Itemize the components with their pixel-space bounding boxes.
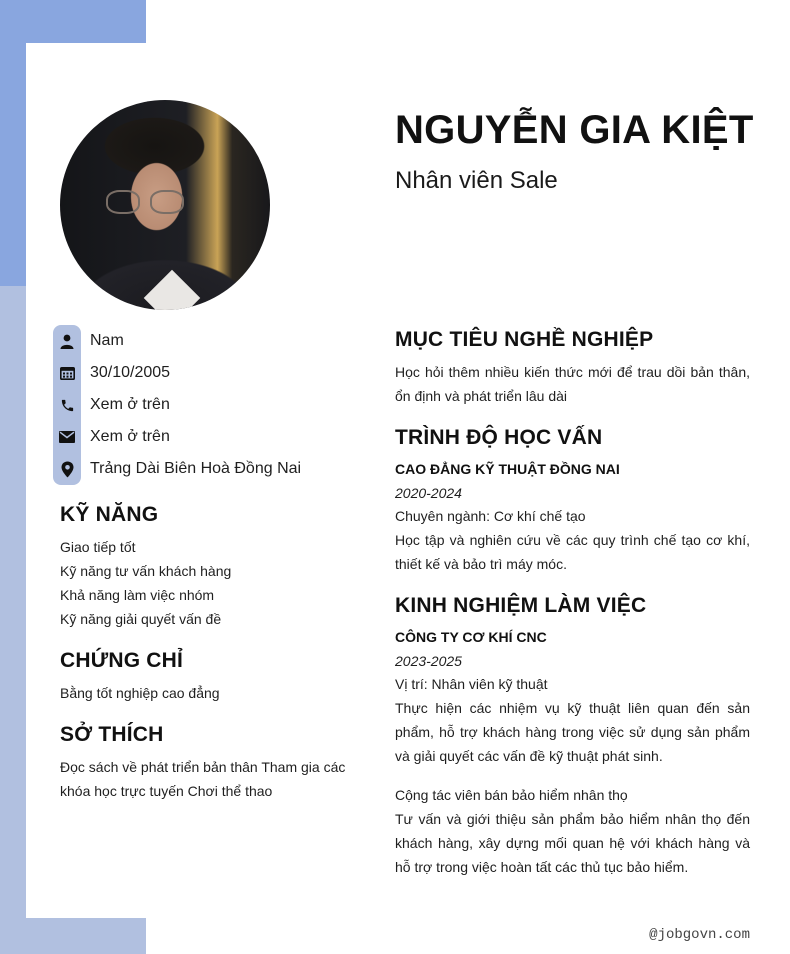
- experience-position: Vị trí: Nhân viên kỹ thuật: [395, 676, 548, 692]
- contact-gender: [53, 325, 353, 357]
- skills-title: KỸ NĂNG: [60, 503, 159, 526]
- birthday-value: 30/10/2005: [90, 364, 171, 381]
- decorative-bar-bottom: [0, 918, 146, 954]
- skill-item: Khả năng làm việc nhóm: [60, 587, 215, 603]
- avatar: [60, 100, 270, 310]
- address-value: Trảng Dài Biên Hoà Đồng Nai: [90, 460, 302, 477]
- location-pin-icon: [53, 458, 81, 480]
- experience-second-description: Tư vấn và giới thiệu sản phẩm bảo hiểm nhân thọ đến khách hàng, xây dựng mối quan hệ với khách hàng và hỗ trợ trong việc hoàn tất các thủ tục bảo hiểm.: [395, 811, 750, 875]
- watermark: @jobgovn.com: [649, 927, 750, 943]
- avatar-glasses: [106, 190, 186, 216]
- decorative-bar-side: [0, 286, 26, 954]
- hobbies-line: Đọc sách về phát triển bản thân Tham gia các: [60, 759, 346, 775]
- contact-address: [53, 453, 353, 485]
- candidate-name: NGUYỄN GIA KIỆT: [395, 108, 754, 152]
- certificate-item: Bằng tốt nghiệp cao đẳng: [60, 685, 220, 701]
- contact-email: [53, 421, 353, 453]
- education-major: Chuyên ngành: Cơ khí chế tạo: [395, 508, 586, 524]
- experience-title: KINH NGHIỆM LÀM VIỆC: [395, 594, 647, 617]
- education-title: TRÌNH ĐỘ HỌC VẤN: [395, 426, 603, 449]
- calendar-icon: [53, 362, 81, 384]
- objective-title: MỤC TIÊU NGHỀ NGHIỆP: [395, 328, 654, 351]
- avatar-shirt: [144, 270, 201, 310]
- certificates-title: CHỨNG CHỈ: [60, 649, 184, 672]
- person-icon: [53, 330, 81, 352]
- phone-value: Xem ở trên: [90, 396, 170, 413]
- skill-item: Giao tiếp tốt: [60, 539, 136, 555]
- experience-second-role: Cộng tác viên bán bảo hiểm nhân thọ: [395, 787, 628, 803]
- phone-icon: [53, 394, 81, 416]
- hobbies-title: SỞ THÍCH: [60, 723, 164, 746]
- experience-period: 2023-2025: [395, 653, 462, 669]
- contact-list: [53, 325, 353, 485]
- experience-company: CÔNG TY CƠ KHÍ CNC: [395, 629, 547, 645]
- objective-text: Học hỏi thêm nhiều kiến thức mới để trau dồi bản thân, ổn định và phát triển lâu dài: [395, 364, 750, 404]
- education-period: 2020-2024: [395, 485, 462, 501]
- hobbies-line: khóa học trực tuyến Chơi thể thao: [60, 783, 273, 799]
- candidate-role: Nhân viên Sale: [395, 167, 558, 194]
- contact-phone: [53, 389, 353, 421]
- education-school: CAO ĐẲNG KỸ THUẬT ĐỒNG NAI: [395, 461, 620, 477]
- contact-birthday: [53, 357, 353, 389]
- skill-item: Kỹ năng giải quyết vấn đề: [60, 611, 222, 627]
- skill-item: Kỹ năng tư vấn khách hàng: [60, 563, 232, 579]
- mail-icon: [53, 426, 81, 448]
- experience-description: Thực hiện các nhiệm vụ kỹ thuật liên quan đến sản phẩm, hỗ trợ khách hàng trong việc sử dụng sản phẩm và giải quyết các vấn đề kỹ thuật phát sinh.: [395, 700, 750, 764]
- education-description: Học tập và nghiên cứu về các quy trình chế tạo cơ khí, thiết kế và bảo trì máy móc.: [395, 532, 750, 572]
- gender-value: Nam: [90, 332, 124, 349]
- email-value: Xem ở trên: [90, 428, 170, 445]
